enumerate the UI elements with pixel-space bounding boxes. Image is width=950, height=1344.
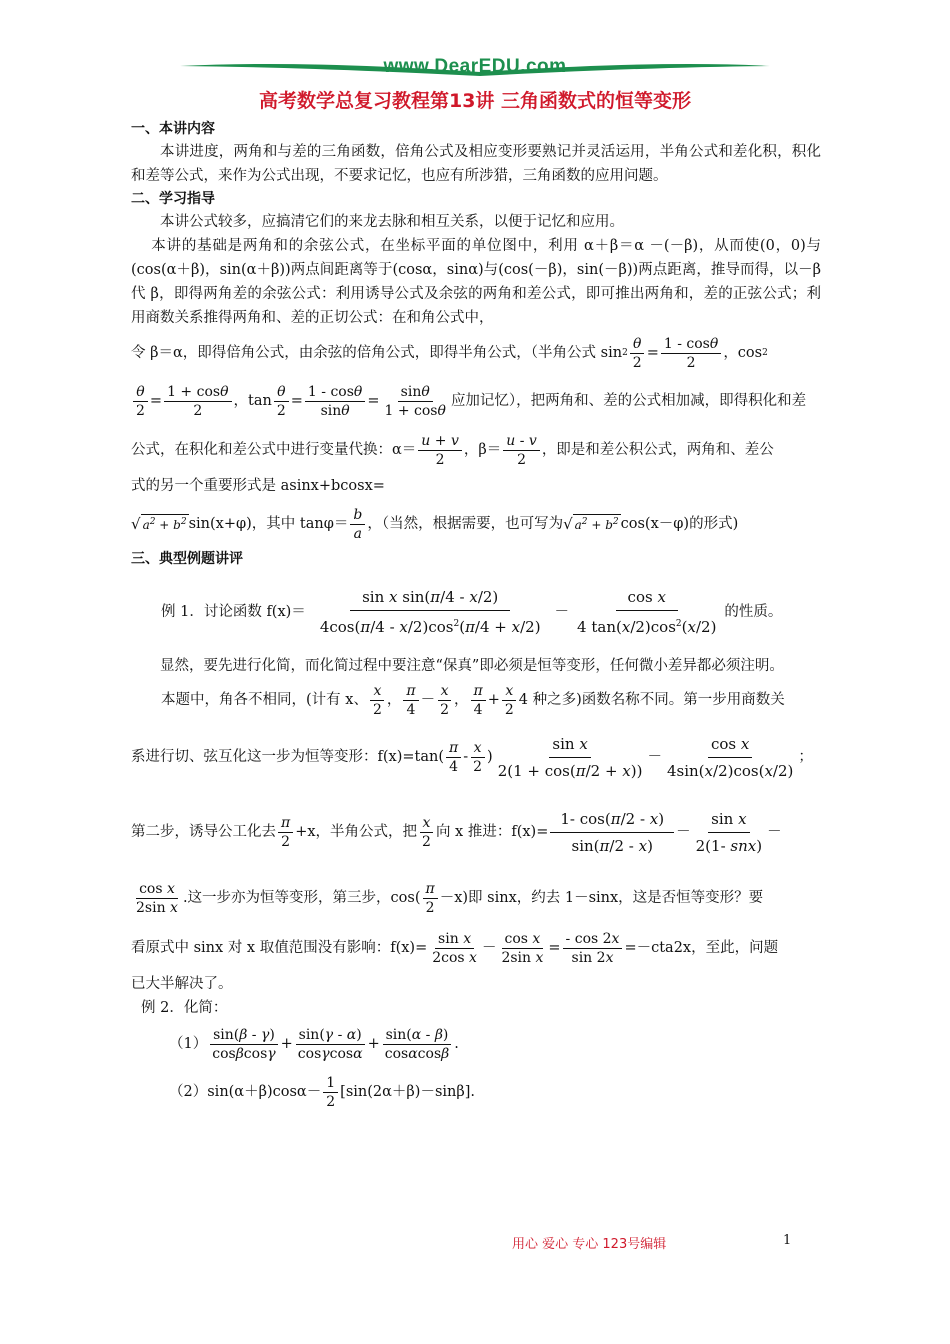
aux-text-c: cos(x－φ)的形式) [620, 516, 739, 532]
example-1-angles-line: 本题中，角各不相同，(计有 x、 $\frac{x}{2}$ ， $\frac{\pi}{4}$ － $\frac{x}{2}$ ， $\frac{\pi}{4}$ + $\frac{x}{2}$ 4 种之多)函数名称不同。第一步用商数关 [161, 682, 785, 718]
step-3-text-a: .这一步亦为恒等变形，第三步，cos( [182, 890, 421, 906]
formula-pi-quarter-2: $\frac{\pi}{4}$ [471, 682, 486, 719]
site-banner [180, 58, 770, 88]
formula-ex1-term1: $\frac{\text{sin x sin(π/4 - x/2)}}{4\cos(\pi/4 - x/2)\cos^2(\pi/4 + x/2)}$ [308, 584, 553, 640]
footer-note: 用心 爱心 专心 123号编辑 [512, 1237, 667, 1252]
formula-x-half-5: $\frac{x}{2}$ [419, 814, 434, 851]
substitution-text-b: ，β＝ [463, 442, 502, 458]
angles-text-a: 本题中，角各不相同，(计有 x、 [161, 692, 368, 708]
question-2-text-b: [sin(2α＋β)－sinβ]. [340, 1084, 476, 1100]
step-3-text-b: －x)即 sinx，约去 1－sinx，这是否恒等变形？要 [439, 890, 764, 906]
example-1-step-3 [131, 872, 821, 924]
step-4-text-b: =－cta2x，至此，问题 [624, 940, 779, 956]
question-2-text-a: sin(α＋β)cosα－ [207, 1084, 322, 1100]
formula-step-2-b: $\frac{\text{sin x}}{\text{2(1- snx)}}$ [693, 806, 765, 859]
site-url[interactable]: www.DearEDU.com [383, 56, 567, 77]
formula-pi-half: $\frac{\pi}{2}$ [278, 814, 293, 851]
section-2-para-1: 本讲公式较多，应搞清它们的来龙去脉和相互关系，以便于记忆和应用。 [160, 214, 624, 230]
example-1-tail: 的性质。 [724, 604, 783, 620]
formula-1-plus-cos: $\frac{1 + \cos\theta}{2}$ [164, 383, 231, 420]
tan-half-line: $\frac{\theta}{2}$ = $\frac{1 + \cos\theta}{2}$ ，tan $\frac{\theta}{2}$ = $\frac{1 - \cos\theta}{\sin\theta}$ = $\frac{\sin\theta}{1 + \cos\theta}$ 应加记忆），把两角和、差的公式相加减，即得积化和差 [131, 376, 821, 426]
formula-u-plus-v: $\frac{u + v}{2}$ [418, 432, 462, 469]
step-4-text-a: 看原式中 sinx 对 x 取值范围没有影响：f(x)= [131, 940, 428, 956]
aux-text-a: sin(x+φ)，其中 tanφ＝ [188, 516, 349, 532]
aux-text-b: ，（当然，根据需要，也可写为 [367, 516, 564, 532]
tan-half-text: 应加记忆），把两角和、差的公式相加减，即得积化和差 [450, 393, 807, 409]
formula-theta-half-3: $\frac{\theta}{2}$ [274, 383, 289, 420]
formula-x-half-4: $\frac{x}{2}$ [470, 739, 485, 776]
step-2-text-b: +x，半角公式，把 [295, 824, 418, 840]
sqrt-symbol-2: √ $a^2 + b^2$ [563, 515, 619, 533]
formula-pi-half-2: $\frac{\pi}{2}$ [423, 880, 438, 917]
example-1-intro: 例 1．讨论函数 f(x)＝ [161, 604, 306, 620]
step-2-text-a: 第二步，诱导公工化去 [131, 824, 276, 840]
section-1-text: 本讲进度，两角和与差的三角函数，倍角公式及相应变形要熟记并灵活运用，半角公式和差化积，积化和差等公式，来作为公式出现，不要求记忆，也应有所涉猎，三角函数的应用问题。 [131, 144, 821, 184]
formula-theta-half: $\frac{\theta}{2}$ [630, 335, 645, 372]
formula-cos2x-over-sin2x: $\frac{- \cos 2x}{\sin 2x}$ [563, 930, 623, 967]
formula-x-half-2: $\frac{x}{2}$ [437, 682, 452, 719]
substitution-text-c: ，即是和差公积公式，两角和、差公 [541, 442, 774, 458]
formula-pi-quarter: $\frac{\pi}{4}$ [403, 682, 418, 719]
section-2-para-6: 式的另一个重要形式是 asinx+bcosx= [131, 478, 385, 494]
section-heading-3: 三、典型例题讲评 [131, 551, 243, 567]
formula-q1-term3: $\frac{\sin(\alpha - \beta)}{\cos\alpha\cos\beta}$ [382, 1026, 453, 1063]
formula-x-half: $\frac{x}{2}$ [370, 682, 385, 719]
step-1-text: 系进行切、弦互化这一步为恒等变形：f(x)=tan [131, 749, 439, 765]
formula-q1-term1: $\frac{\sin(\beta - \gamma)}{\cos\beta\cos\gamma}$ [209, 1026, 278, 1063]
formula-step-1-a: $\frac{\text{sin x}}{2(1 + \cos(\pi/2 + x))}$ [495, 731, 646, 784]
formula-cos-over-2sin: $\frac{\text{cos x}}{\text{2sin x}}$ [136, 880, 178, 916]
example-1-para-1: 显然，要先进行化简，而化简过程中要注意“保真”即必须是恒等变形，任何微小差异都必须注明。 [160, 658, 784, 674]
formula-q1-term2: $\frac{\sin(\gamma - \alpha)}{\cos\gamma\cos\alpha}$ [295, 1026, 366, 1063]
formula-u-minus-v: $\frac{u - v}{2}$ [503, 432, 540, 469]
example-1-conclusion: 已大半解决了。 [131, 976, 233, 992]
half-angle-line: 令 β＝α，即得倍角公式，由余弦的倍角公式，即得半角公式，（半角公式 sin 2 $\frac{\theta}{2}$ = $\frac{1 - \cos\theta}{2}$ ，cos 2 [131, 335, 768, 371]
example-2-intro: 例 2．化简： [141, 1000, 228, 1016]
formula-step-2-a: $\frac{1- \cos(\pi/2 - x)}{\sin(\pi/2 - x)}$ [550, 806, 674, 859]
page-number: 1 [783, 1233, 792, 1248]
formula-ex1-term2: $\frac{\text{cos x}}{4 \tan(x/2)\cos^2(x/2)}$ [571, 584, 722, 640]
half-angle-text-b: ，cos [723, 345, 763, 361]
sqrt-symbol: √ $a^2 + b^2$ [131, 515, 187, 533]
formula-tan-half-b: $\frac{\sin\theta}{1 + \cos\theta}$ [384, 383, 446, 419]
example-1-step-4: 看原式中 sinx 对 x 取值范围没有影响：f(x)= $\frac{\text{sin x}}{\text{2cos x}}$ － $\frac{\text{cos x}}{\text{2sin x}}$ = $\frac{- \cos 2x}{\sin 2x}$ =－cta2x，至此，问题 [131, 930, 779, 966]
section-heading-2: 二、学习指导 [131, 191, 215, 207]
section-heading-1: 一、本讲内容 [131, 121, 215, 137]
half-angle-text-a: 令 β＝α，即得倍角公式，由余弦的倍角公式，即得半角公式，（半角公式 sin [131, 345, 623, 361]
section-2-para-2: 本讲的基础是两角和的余弦公式，在坐标平面的单位图中，利用 α＋β＝α －(－β)，从而使(0，0)与(cos(α＋β)，sin(α＋β))两点间距离等于(cosα，sinα)与(cos(－β)，sin(－β))两点距离，推导而得，以－β 代 β，即得两角差的余弦公式：利用诱导公式及余弦的两角和差公式，即可推出两角和，差的正弦公式；利用商数关系推得两角和、差的正切公式：在和角公式中， [131, 238, 821, 326]
example-1-step-2: 第二步，诱导公工化去 $\frac{\pi}{2}$ +x，半角公式，把 $\frac{x}{2}$ 向 x 推进：f(x)= $\frac{1- \cos(\pi/2 - x)}{\sin(\pi/2 - x)}$ － $\frac{\text{sin x}}{\text{2(1- snx)}}$ － [131, 792, 821, 872]
formula-1-minus-cos: $\frac{1 - \cos\theta}{2}$ [661, 335, 721, 372]
substitution-line [131, 426, 821, 474]
question-2-label: （2） [169, 1084, 208, 1100]
document-title: 高考数学总复习教程第13讲 三角函数式的恒等变形 [258, 90, 692, 112]
formula-x-half-3: $\frac{x}{2}$ [502, 682, 517, 719]
formula-cos-over-2sin-2: $\frac{\text{cos x}}{\text{2sin x}}$ [501, 930, 544, 966]
formula-one-half: $\frac{1}{2}$ [323, 1074, 338, 1111]
formula-b-over-a: $\frac{b}{a}$ [350, 506, 365, 543]
example-2-question-2 [131, 1068, 821, 1116]
formula-theta-half-2: $\frac{\theta}{2}$ [133, 383, 148, 420]
step-2-text-c: 向 x 推进：f(x)= [435, 824, 549, 840]
substitution-text-a: 公式，在积化和差公式中进行变量代换：α＝ [131, 442, 417, 458]
question-1-label: （1） [169, 1036, 208, 1052]
example-1-function: 例 1．讨论函数 f(x)＝ $\frac{\text{sin x sin(π/4 - x/2)}}{4\cos(\pi/4 - x/2)\cos^2(\pi/4 + x/2)}$ － $\frac{\text{cos x}}{4 \tan(x/2)\cos^2(x/2)}$ 的性质。 [131, 570, 821, 654]
document-body [131, 118, 821, 1116]
formula-step-1-b: $\frac{\text{cos x}}{4\sin(x/2)\cos(x/2)}$ [664, 731, 796, 784]
formula-sin-over-2cos: $\frac{\text{sin x}}{\text{2cos x}}$ [432, 930, 477, 966]
example-1-step-1: 系进行切、弦互化这一步为恒等变形：f(x)=tan ( $\frac{\pi}{4}$ - $\frac{x}{2}$ ) $\frac{\text{sin x}}{2(1 + \cos(\pi/2 + x))}$ － $\frac{\text{cos x}}{4\sin(x/2)\cos(x/2)}$ ； [131, 722, 821, 792]
formula-tan-half-a: $\frac{1 - \cos\theta}{\sin\theta}$ [305, 383, 365, 420]
formula-pi-quarter-3: $\frac{\pi}{4}$ [446, 739, 461, 776]
auxiliary-angle-line [131, 502, 821, 546]
angles-text-b: 4 种之多)函数名称不同。第一步用商数关 [518, 692, 785, 708]
example-2-question-1: （1） $\frac{\sin(\beta - \gamma)}{\cos\beta\cos\gamma}$ + $\frac{\sin(\gamma - \alpha)}{\cos\gamma\cos\alpha}$ + $\frac{\sin(\alpha - \beta)}{\cos\alpha\cos\beta}$ . [169, 1026, 459, 1062]
